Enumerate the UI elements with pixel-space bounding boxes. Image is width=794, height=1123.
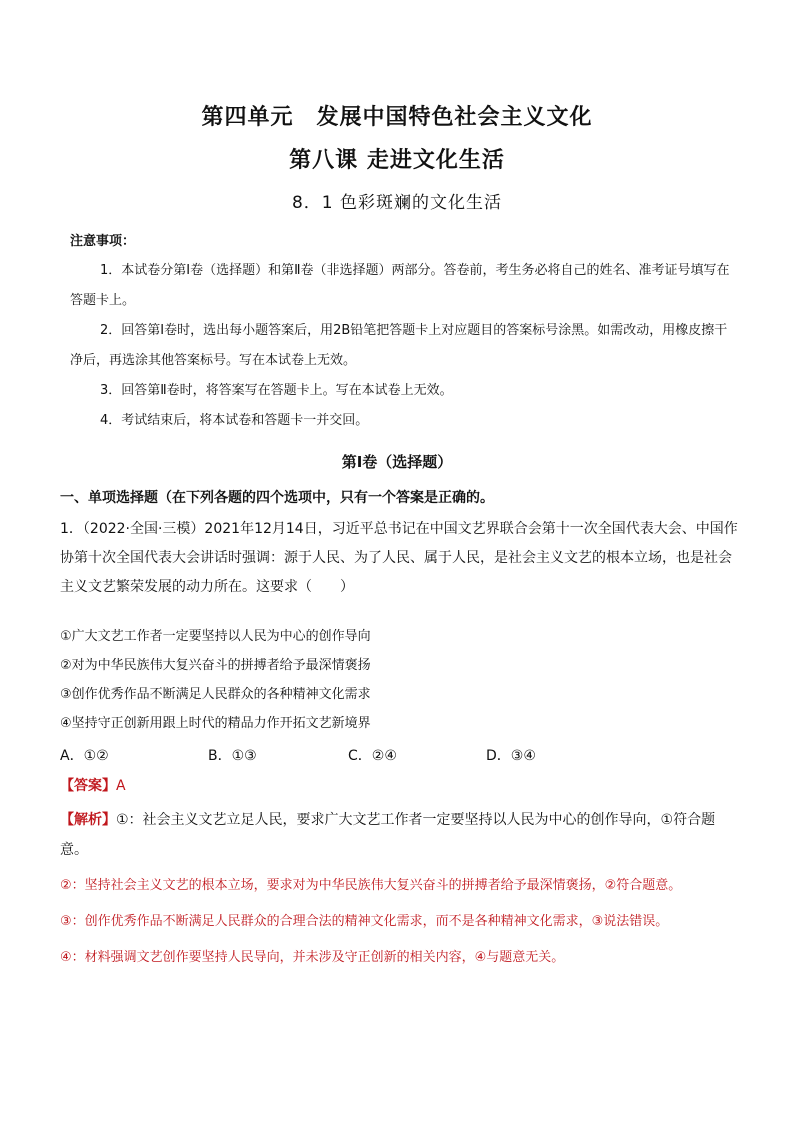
choice-b: B．①③ — [208, 748, 257, 764]
answer-choices — [60, 745, 660, 769]
notice-heading: 注意事项： — [70, 234, 136, 249]
volume-title: 第Ⅰ卷（选择题） — [341, 453, 453, 471]
section-title: 8．1 色彩斑斓的文化生活 — [291, 193, 503, 213]
question-text: 1．（2022·全国·三模）2021年12月14日，习近平总书记在中国文艺界联合会第十一次全国代表大会、中国作协第十次全国代表大会讲话时强调：源于人民、为了人民、属于人民，是社会主义文艺的根本立场，也是社会主义文艺繁荣发展的动力所在。这要求（ ） — [60, 521, 738, 595]
analysis-para-2: ②：坚持社会主义文艺的根本立场，要求对为中华民族伟大复兴奋斗的拼搏者给予最深情褒扬，②符合题意。 — [60, 878, 682, 893]
choice-c: C．②④ — [348, 748, 397, 764]
analysis-text-1: ①：社会主义文艺立足人民，要求广大文艺工作者一定要坚持以人民为中心的创作导向，①符合题意。 — [60, 812, 716, 858]
notice-item: 4．考试结束后，将本试卷和答题卡一并交回。 — [100, 413, 369, 428]
analysis-label: 【解析】 — [60, 812, 116, 828]
answer-label: 【答案】 — [60, 778, 116, 794]
option-item: ①广大文艺工作者一定要坚持以人民为中心的创作导向 — [60, 629, 371, 644]
analysis-para-4: ④：材料强调文艺创作要坚持人民导向，并未涉及守正创新的相关内容，④与题意无关。 — [60, 950, 565, 965]
notice-item: 1．本试卷分第Ⅰ卷（选择题）和第Ⅱ卷（非选择题）两部分。答卷前，考生务必将自己的姓名、准考证号填写在答题卡上。 — [70, 263, 730, 308]
choice-d: D．③④ — [486, 748, 536, 764]
option-item: ④坚持守正创新用跟上时代的精品力作开拓文艺新境界 — [60, 716, 371, 731]
notice-item: 2．回答第Ⅰ卷时，选出每小题答案后，用2B铅笔把答题卡上对应题目的答案标号涂黑。如需改动，用橡皮擦干净后，再选涂其他答案标号。写在本试卷上无效。 — [70, 323, 728, 368]
choice-a: A．①② — [60, 748, 109, 764]
question-stem — [60, 515, 740, 602]
part-heading: 一、单项选择题（在下列各题的四个选项中，只有一个答案是正确的。 — [60, 490, 494, 506]
notice-item: 3．回答第Ⅱ卷时，将答案写在答题卡上。写在本试卷上无效。 — [100, 383, 453, 398]
analysis-para-3: ③：创作优秀作品不断满足人民群众的合理合法的精神文化需求，而不是各种精神文化需求，③说法错误。 — [60, 914, 669, 929]
option-item: ②对为中华民族伟大复兴奋斗的拼搏者给予最深情褒扬 — [60, 658, 371, 673]
lesson-title: 第八课 走进文化生活 — [289, 148, 505, 173]
answer-line — [60, 775, 126, 795]
answer-value: A — [116, 778, 126, 794]
question-options — [60, 622, 740, 738]
analysis-para-1 — [60, 805, 742, 865]
unit-title: 第四单元 发展中国特色社会主义文化 — [201, 105, 593, 130]
notice-list — [70, 256, 730, 436]
option-item: ③创作优秀作品不断满足人民群众的各种精神文化需求 — [60, 687, 371, 702]
analysis-block — [60, 805, 742, 973]
